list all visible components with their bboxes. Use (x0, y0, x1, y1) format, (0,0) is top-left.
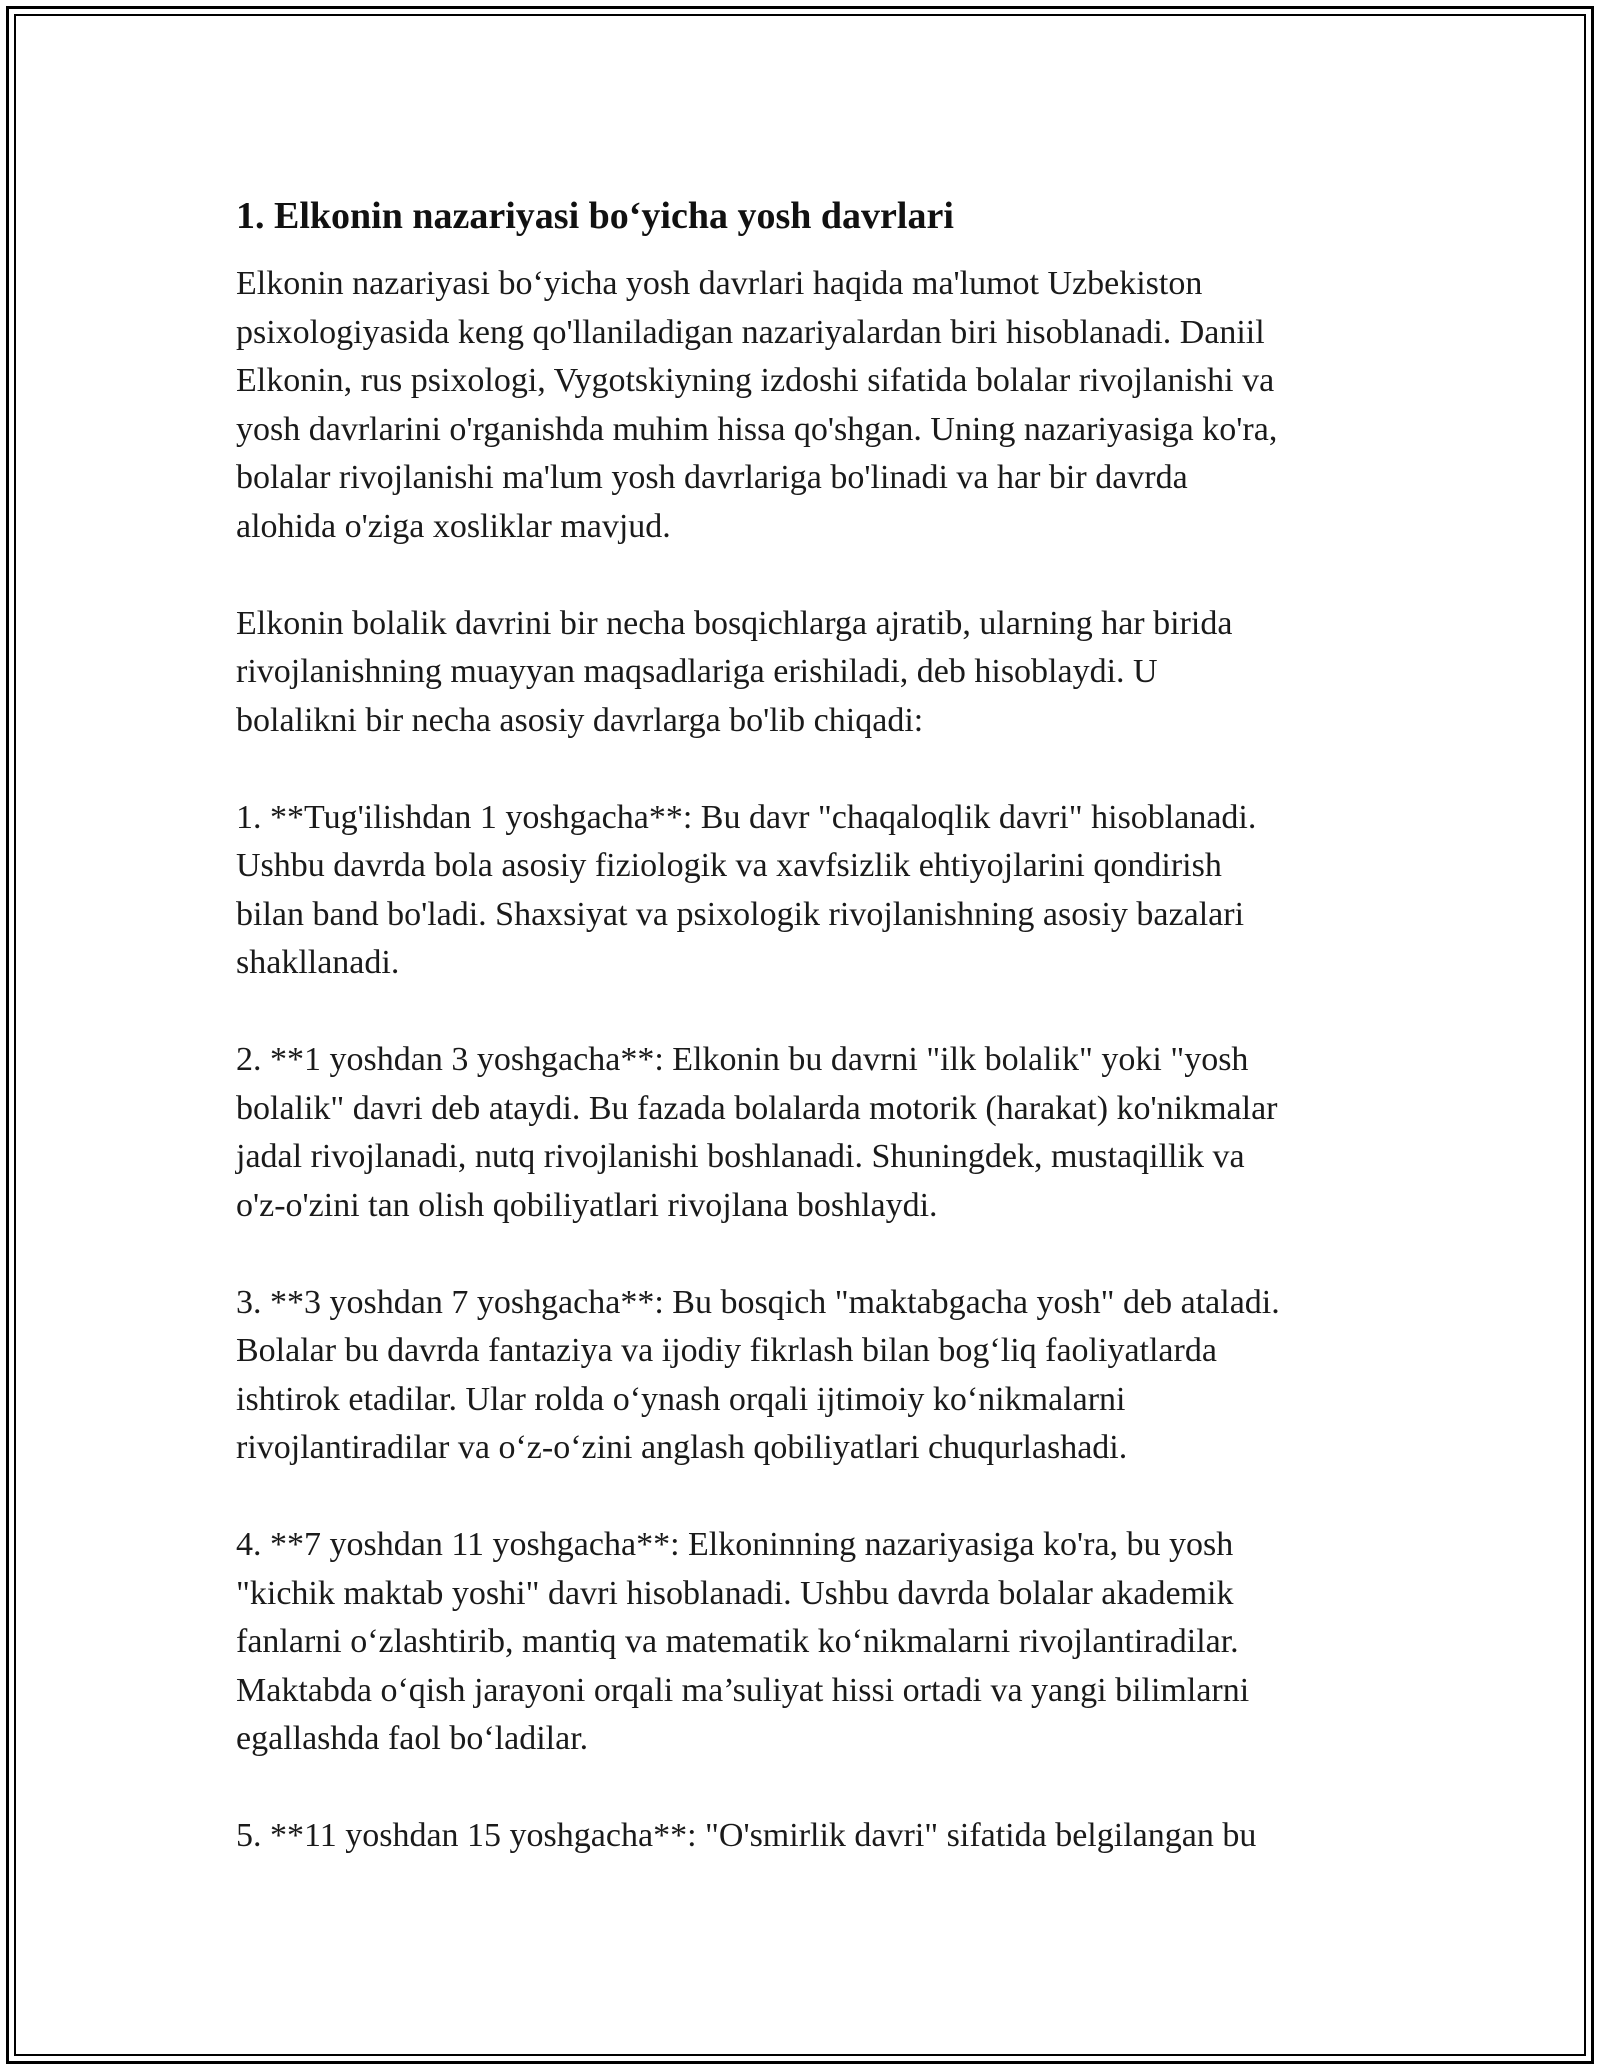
section-heading: 1. Elkonin nazariyasi bo‘yicha yosh davrlari (236, 195, 954, 237)
list-item-stage-4: 4. **7 yoshdan 11 yoshgacha**: Elkoninning nazariyasiga ko'ra, bu yosh "kichik maktab yoshi" davri hisoblanadi. Ushbu davrda bolalar akademik fanlarni o‘zlashtirib, mantiq va matematik ko‘nikmalarni rivojlantiradilar. Maktabda o‘qish jarayoni orqali ma’suliyat hissi ortadi va yangi bilimlarni egallashda faol bo‘ladilar. (236, 1526, 1250, 1757)
list-item-stage-5: 5. **11 yoshdan 15 yoshgacha**: "O'smirlik davri" sifatida belgilangan bu (236, 1817, 1257, 1854)
list-item-stage-3: 3. **3 yoshdan 7 yoshgacha**: Bu bosqich "maktabgacha yosh" deb ataladi. Bolalar bu davrda fantaziya va ijodiy fikrlash bilan bog‘liq faoliyatlarda ishtirok etadilar. Ular rolda o‘ynash orqali ijtimoiy ko‘nikmalarni rivojlantiradilar va o‘z-o‘zini anglash qobiliyatlari chuqurlashadi. (236, 1283, 1280, 1466)
document-body (236, 192, 1376, 1861)
paragraph-stages-overview: Elkonin bolalik davrini bir necha bosqichlarga ajratib, ularning har birida rivojlanishning muayyan maqsadlariga erishiladi, deb hisoblaydi. U bolalikni bir necha asosiy davrlarga bo'lib chiqadi: (236, 604, 1233, 739)
list-item-stage-1: 1. **Tug'ilishdan 1 yoshgacha**: Bu davr "chaqaloqlik davri" hisoblanadi. Ushbu davrda bola asosiy fiziologik va xavfsizlik ehtiyojlarini qondirish bilan band bo'ladi. Shaxsiyat va psixologik rivojlanishning asosiy bazalari shakllanadi. (236, 798, 1257, 981)
paragraph-intro: Elkonin nazariyasi bo‘yicha yosh davrlari haqida ma'lumot Uzbekiston psixologiyasida keng qo'llaniladigan nazariyalardan biri hisoblanadi. Daniil Elkonin, rus psixologi, Vygotskiyning izdoshi sifatida bolalar rivojlanishi va yosh davrlarini o'rganishda muhim hissa qo'shgan. Uning nazariyasiga ko'ra, bolalar rivojlanishi ma'lum yosh davrlariga bo'linadi va har bir davrda alohida o'ziga xosliklar mavjud. (236, 265, 1278, 545)
list-item-stage-2: 2. **1 yoshdan 3 yoshgacha**: Elkonin bu davrni "ilk bolalik" yoki "yosh bolalik" davri deb ataydi. Bu fazada bolalarda motorik (harakat) ko'nikmalar jadal rivojlanadi, nutq rivojlanishi boshlanadi. Shuningdek, mustaqillik va o'z-o'zini tan olish qobiliyatlari rivojlana boshlaydi. (236, 1041, 1278, 1224)
